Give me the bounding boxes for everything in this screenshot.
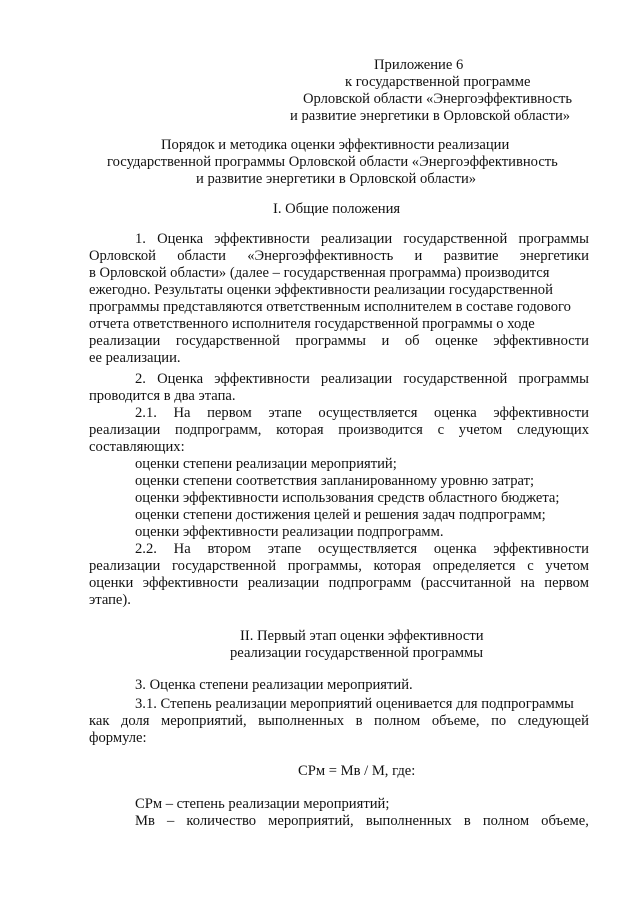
appendix-line-4: и развитие энергетики в Орловской области»	[290, 108, 571, 124]
list-item: оценки эффективности реализации подпрограмм.	[135, 524, 444, 540]
list-item: оценки эффективности использования средств областного бюджета;	[135, 490, 560, 506]
p22-line-3: оценки эффективности реализации подпрограмм (рассчитанной на первом	[89, 575, 589, 591]
p1-line-7: реализации государственной программы и об оценке эффективности	[89, 333, 589, 349]
p1-line-5: программы представляются ответственным исполнителем в составе годового	[89, 299, 571, 315]
section-2-heading-line-1: II. Первый этап оценки эффективности	[240, 628, 484, 644]
document-title-line-2: государственной программы Орловской области «Энергоэффективность	[107, 154, 558, 170]
p1-line-1: 1. Оценка эффективности реализации государственной программы	[135, 231, 589, 247]
p21-line-2: реализации подпрограмм, которая производится с учетом следующих	[89, 422, 589, 438]
list-item: оценки степени реализации мероприятий;	[135, 456, 397, 472]
list-item: оценки степени соответствия запланированному уровню затрат;	[135, 473, 535, 489]
document-title-line-1: Порядок и методика оценки эффективности реализации	[161, 137, 510, 153]
p2-line-2: проводится в два этапа.	[89, 388, 236, 404]
p31-line-3: формуле:	[89, 730, 147, 746]
p1-line-3: в Орловской области» (далее – государственная программа) производится	[89, 265, 550, 281]
document-title-line-3: и развитие энергетики в Орловской области»	[196, 171, 477, 187]
p1-line-4: ежегодно. Результаты оценки эффективности реализации государственной	[89, 282, 553, 298]
appendix-line-1: Приложение 6	[374, 57, 464, 73]
p2-line-1: 2. Оценка эффективности реализации государственной программы	[135, 371, 589, 387]
p22-line-1: 2.2. На втором этапе осуществляется оценка эффективности	[135, 541, 589, 557]
p1-line-2: Орловской области «Энергоэффективность и развитие энергетики	[89, 248, 589, 264]
definition-srm: СРм – степень реализации мероприятий;	[135, 796, 390, 812]
section-2-heading-line-2: реализации государственной программы	[230, 645, 484, 661]
p1-line-6: отчета ответственного исполнителя государственной программы о ходе	[89, 316, 535, 332]
appendix-line-3: Орловской области «Энергоэффективность	[303, 91, 573, 107]
p21-line-1: 2.1. На первом этапе осуществляется оценка эффективности	[135, 405, 589, 421]
p3-line-1: 3. Оценка степени реализации мероприятий.	[135, 677, 413, 693]
appendix-line-2: к государственной программе	[345, 74, 531, 90]
definition-mv: Мв – количество мероприятий, выполненных в полном объеме,	[135, 813, 589, 829]
p1-line-8: ее реализации.	[89, 350, 181, 366]
p31-line-1: 3.1. Степень реализации мероприятий оценивается для подпрограммы	[135, 696, 574, 712]
p21-line-3: составляющих:	[89, 439, 185, 455]
list-item: оценки степени достижения целей и решения задач подпрограмм;	[135, 507, 546, 523]
formula: СРм = Мв / М, где:	[298, 763, 416, 779]
section-1-heading: I. Общие положения	[273, 201, 401, 217]
p31-line-2: как доля мероприятий, выполненных в полном объеме, по следующей	[89, 713, 589, 729]
p22-line-2: реализации государственной программы, которая определяется с учетом	[89, 558, 589, 574]
p22-line-4: этапе).	[89, 592, 131, 608]
